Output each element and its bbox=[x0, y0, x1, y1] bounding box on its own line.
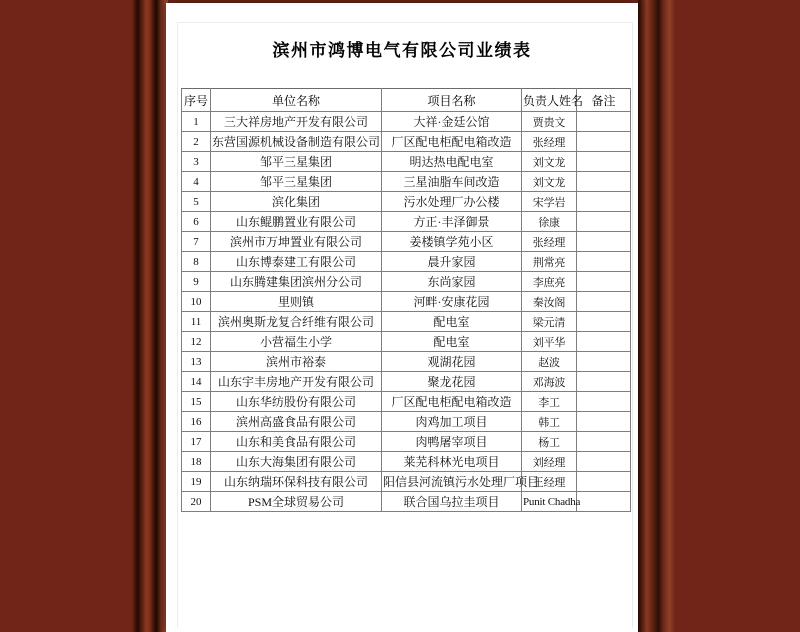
person-name-cell: 张经理 bbox=[522, 132, 577, 152]
unit-name-cell: 山东华纺股份有限公司 bbox=[211, 392, 382, 412]
person-name-cell: 徐康 bbox=[522, 212, 577, 232]
project-name-cell: 厂区配电柜配电箱改造 bbox=[382, 392, 522, 412]
remark-cell bbox=[577, 252, 631, 272]
unit-name-cell: 邹平三星集团 bbox=[211, 152, 382, 172]
person-name-cell: 宋学岩 bbox=[522, 192, 577, 212]
table-row bbox=[182, 332, 631, 352]
column-header-index: 序号 bbox=[182, 89, 211, 112]
person-name-cell: 韩工 bbox=[522, 412, 577, 432]
unit-name-cell: 滨州市万坤置业有限公司 bbox=[211, 232, 382, 252]
project-name-cell: 阳信县河流镇污水处理厂项目 bbox=[382, 472, 522, 492]
remark-cell bbox=[577, 212, 631, 232]
remark-cell bbox=[577, 432, 631, 452]
project-name-cell: 明达热电配电室 bbox=[382, 152, 522, 172]
table-body bbox=[182, 112, 631, 512]
person-name-cell: 刘经理 bbox=[522, 452, 577, 472]
project-name-cell: 大祥·金廷公馆 bbox=[382, 112, 522, 132]
unit-name-cell: 滨州奥斯龙复合纤维有限公司 bbox=[211, 312, 382, 332]
row-number-cell: 9 bbox=[182, 272, 211, 292]
table-row bbox=[182, 292, 631, 312]
table-row bbox=[182, 312, 631, 332]
table-row bbox=[182, 392, 631, 412]
row-number-cell: 3 bbox=[182, 152, 211, 172]
unit-name-cell: 邹平三星集团 bbox=[211, 172, 382, 192]
column-header-remark: 备注 bbox=[577, 89, 631, 112]
remark-cell bbox=[577, 232, 631, 252]
row-number-cell: 17 bbox=[182, 432, 211, 452]
project-name-cell: 三星油脂车间改造 bbox=[382, 172, 522, 192]
table-row bbox=[182, 192, 631, 212]
remark-cell bbox=[577, 172, 631, 192]
table-row bbox=[182, 232, 631, 252]
person-name-cell: 梁元清 bbox=[522, 312, 577, 332]
person-name-cell: 邓海波 bbox=[522, 372, 577, 392]
person-name-cell: Punit Chadha bbox=[522, 492, 577, 512]
unit-name-cell: 里则镇 bbox=[211, 292, 382, 312]
unit-name-cell: 山东博泰建工有限公司 bbox=[211, 252, 382, 272]
row-number-cell: 1 bbox=[182, 112, 211, 132]
picture-frame-left-edge bbox=[132, 0, 168, 632]
row-number-cell: 4 bbox=[182, 172, 211, 192]
unit-name-cell: 滨州高盛食品有限公司 bbox=[211, 412, 382, 432]
remark-cell bbox=[577, 272, 631, 292]
remark-cell bbox=[577, 472, 631, 492]
row-number-cell: 13 bbox=[182, 352, 211, 372]
project-name-cell: 姜楼镇学苑小区 bbox=[382, 232, 522, 252]
table-row bbox=[182, 452, 631, 472]
person-name-cell: 贾贵文 bbox=[522, 112, 577, 132]
table-row bbox=[182, 252, 631, 272]
row-number-cell: 11 bbox=[182, 312, 211, 332]
unit-name-cell: 小营福生小学 bbox=[211, 332, 382, 352]
remark-cell bbox=[577, 312, 631, 332]
row-number-cell: 6 bbox=[182, 212, 211, 232]
remark-cell bbox=[577, 392, 631, 412]
remark-cell bbox=[577, 152, 631, 172]
remark-cell bbox=[577, 192, 631, 212]
table-row bbox=[182, 152, 631, 172]
unit-name-cell: 三大祥房地产开发有限公司 bbox=[211, 112, 382, 132]
project-name-cell: 方正·丰泽御景 bbox=[382, 212, 522, 232]
table-header-row bbox=[182, 89, 631, 112]
row-number-cell: 2 bbox=[182, 132, 211, 152]
remark-cell bbox=[577, 332, 631, 352]
column-header-project: 项目名称 bbox=[382, 89, 522, 112]
row-number-cell: 14 bbox=[182, 372, 211, 392]
person-name-cell: 张经理 bbox=[522, 232, 577, 252]
person-name-cell: 李工 bbox=[522, 392, 577, 412]
table-row bbox=[182, 432, 631, 452]
page-title: 滨州市鸿博电气有限公司业绩表 bbox=[272, 41, 532, 60]
project-name-cell: 莱芜科林光电项目 bbox=[382, 452, 522, 472]
picture-frame-right-edge bbox=[638, 0, 675, 632]
unit-name-cell: 东营国源机械设备制造有限公司 bbox=[211, 132, 382, 152]
remark-cell bbox=[577, 452, 631, 472]
person-name-cell: 荆常亮 bbox=[522, 252, 577, 272]
remark-cell bbox=[577, 292, 631, 312]
unit-name-cell: 滨州市裕泰 bbox=[211, 352, 382, 372]
project-name-cell: 配电室 bbox=[382, 332, 522, 352]
unit-name-cell: 山东纳瑞环保科技有限公司 bbox=[211, 472, 382, 492]
table-row bbox=[182, 132, 631, 152]
person-name-cell: 李庶亮 bbox=[522, 272, 577, 292]
unit-name-cell: 山东宇丰房地产开发有限公司 bbox=[211, 372, 382, 392]
performance-table bbox=[181, 88, 631, 512]
table-row bbox=[182, 272, 631, 292]
project-name-cell: 河畔·安康花园 bbox=[382, 292, 522, 312]
table-row bbox=[182, 492, 631, 512]
row-number-cell: 12 bbox=[182, 332, 211, 352]
table-row bbox=[182, 352, 631, 372]
row-number-cell: 20 bbox=[182, 492, 211, 512]
unit-name-cell: 山东鲲鹏置业有限公司 bbox=[211, 212, 382, 232]
project-name-cell: 联合国乌拉圭项目 bbox=[382, 492, 522, 512]
row-number-cell: 7 bbox=[182, 232, 211, 252]
unit-name-cell: 滨化集团 bbox=[211, 192, 382, 212]
remark-cell bbox=[577, 352, 631, 372]
unit-name-cell: 山东和美食品有限公司 bbox=[211, 432, 382, 452]
row-number-cell: 18 bbox=[182, 452, 211, 472]
table-row bbox=[182, 472, 631, 492]
table-row bbox=[182, 372, 631, 392]
remark-cell bbox=[577, 132, 631, 152]
table-header bbox=[182, 89, 631, 112]
project-name-cell: 配电室 bbox=[382, 312, 522, 332]
project-name-cell: 聚龙花园 bbox=[382, 372, 522, 392]
unit-name-cell: 山东腾建集团滨州分公司 bbox=[211, 272, 382, 292]
person-name-cell: 秦汝阁 bbox=[522, 292, 577, 312]
document-page bbox=[166, 3, 638, 632]
row-number-cell: 15 bbox=[182, 392, 211, 412]
person-name-cell: 杨工 bbox=[522, 432, 577, 452]
column-header-person: 负责人姓名 bbox=[522, 89, 577, 112]
project-name-cell: 观湖花园 bbox=[382, 352, 522, 372]
remark-cell bbox=[577, 372, 631, 392]
person-name-cell: 刘文龙 bbox=[522, 172, 577, 192]
row-number-cell: 5 bbox=[182, 192, 211, 212]
project-name-cell: 东尚家园 bbox=[382, 272, 522, 292]
unit-name-cell: 山东大海集团有限公司 bbox=[211, 452, 382, 472]
column-header-unit: 单位名称 bbox=[211, 89, 382, 112]
table-row bbox=[182, 412, 631, 432]
table-row bbox=[182, 172, 631, 192]
project-name-cell: 肉鸡加工项目 bbox=[382, 412, 522, 432]
project-name-cell: 肉鸭屠宰项目 bbox=[382, 432, 522, 452]
row-number-cell: 19 bbox=[182, 472, 211, 492]
person-name-cell: 刘文龙 bbox=[522, 152, 577, 172]
table-row bbox=[182, 212, 631, 232]
person-name-cell: 赵波 bbox=[522, 352, 577, 372]
row-number-cell: 8 bbox=[182, 252, 211, 272]
remark-cell bbox=[577, 112, 631, 132]
person-name-cell: 王经理 bbox=[522, 472, 577, 492]
remark-cell bbox=[577, 492, 631, 512]
project-name-cell: 厂区配电柜配电箱改造 bbox=[382, 132, 522, 152]
person-name-cell: 刘平华 bbox=[522, 332, 577, 352]
row-number-cell: 16 bbox=[182, 412, 211, 432]
remark-cell bbox=[577, 412, 631, 432]
unit-name-cell: PSM全球贸易公司 bbox=[211, 492, 382, 512]
table-row bbox=[182, 112, 631, 132]
row-number-cell: 10 bbox=[182, 292, 211, 312]
project-name-cell: 晨升家园 bbox=[382, 252, 522, 272]
project-name-cell: 污水处理厂办公楼 bbox=[382, 192, 522, 212]
